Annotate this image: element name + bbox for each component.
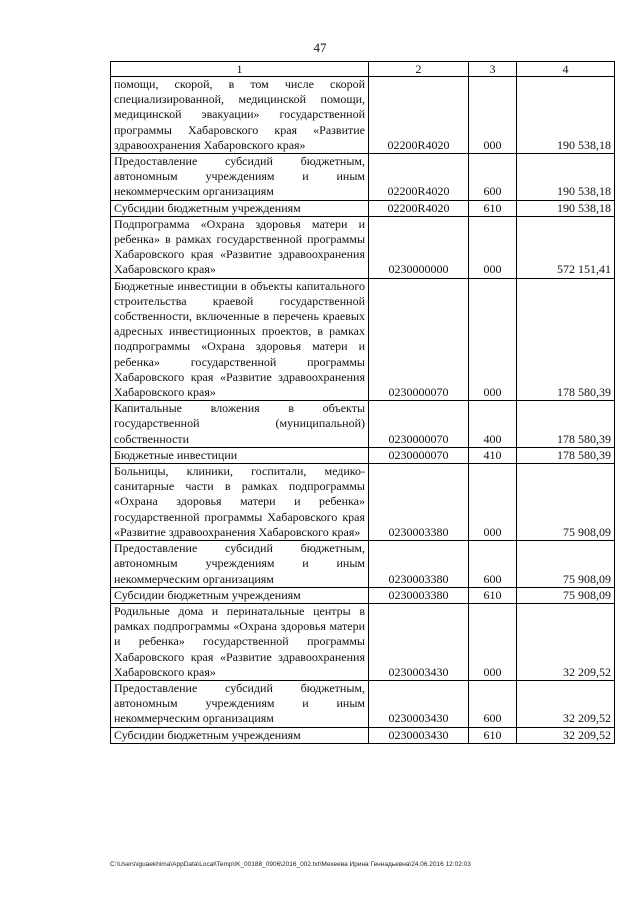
row-code-cell: 02200R4020 (369, 200, 469, 216)
row-name-cell: Капитальные вложения в объекты государственной (муниципальной) собственности (111, 401, 369, 448)
row-amount-cell: 190 538,18 (517, 200, 615, 216)
page-number: 47 (313, 40, 327, 55)
column-header-name: 1 (111, 62, 369, 77)
row-amount-cell: 75 908,09 (517, 541, 615, 588)
row-amount-cell: 32 209,52 (517, 680, 615, 727)
row-code-cell: 0230000000 (369, 216, 469, 278)
row-kind-cell: 610 (469, 200, 517, 216)
row-amount-cell: 32 209,52 (517, 603, 615, 680)
table-row (111, 200, 615, 216)
row-code-cell: 0230003380 (369, 587, 469, 603)
row-amount-cell: 178 580,39 (517, 278, 615, 401)
table-row (111, 216, 615, 278)
row-code-cell: 0230003380 (369, 464, 469, 541)
row-kind-cell: 000 (469, 464, 517, 541)
row-amount-cell: 572 151,41 (517, 216, 615, 278)
table-row (111, 401, 615, 448)
row-kind-cell: 000 (469, 603, 517, 680)
row-name-cell: Субсидии бюджетным учреждениям (111, 587, 369, 603)
row-amount-cell: 190 538,18 (517, 154, 615, 201)
row-kind-cell: 600 (469, 541, 517, 588)
file-path-footer: C:\Users\iguaekhima\AppData\Local\Temp\IK_00188_0906\2016_002.txt\Мехеева Ирина Геннадьевна\24.06.2016 12:02:03 (110, 861, 471, 868)
row-name-cell: Предоставление субсидий бюджетным, автономным учреждениям и иным некоммерческим организациям (111, 154, 369, 201)
row-amount-cell: 178 580,39 (517, 401, 615, 448)
row-amount-cell: 178 580,39 (517, 447, 615, 463)
row-kind-cell: 610 (469, 587, 517, 603)
row-code-cell: 0230000070 (369, 401, 469, 448)
row-code-cell: 0230000070 (369, 447, 469, 463)
table-row (111, 154, 615, 201)
table-row (111, 447, 615, 463)
row-name-cell: помощи, скорой, в том числе скорой специализированной, медицинской помощи, медицинской эвакуации» государственной программы Хабаровского края «Развитие здравоохранения Хабаровского края» (111, 77, 369, 154)
table-row (111, 727, 615, 743)
row-name-cell: Субсидии бюджетным учреждениям (111, 727, 369, 743)
column-header-kind: 3 (469, 62, 517, 77)
row-code-cell: 0230003430 (369, 727, 469, 743)
table-row (111, 464, 615, 541)
row-name-cell: Бюджетные инвестиции (111, 447, 369, 463)
row-name-cell: Предоставление субсидий бюджетным, автономным учреждениям и иным некоммерческим организациям (111, 680, 369, 727)
budget-table (110, 61, 615, 744)
row-code-cell: 02200R4020 (369, 77, 469, 154)
row-kind-cell: 000 (469, 278, 517, 401)
row-kind-cell: 000 (469, 77, 517, 154)
table-row (111, 541, 615, 588)
row-amount-cell: 75 908,09 (517, 464, 615, 541)
row-code-cell: 0230003430 (369, 680, 469, 727)
row-amount-cell: 75 908,09 (517, 587, 615, 603)
table-row (111, 603, 615, 680)
table-row (111, 680, 615, 727)
row-name-cell: Больницы, клиники, госпитали, медико-санитарные части в рамках подпрограммы «Охрана здоровья матери и ребенка» государственной программы Хабаровского края «Развитие здравоохранения Хабаровского края» (111, 464, 369, 541)
table-row (111, 587, 615, 603)
header-row (111, 62, 615, 77)
row-name-cell: Бюджетные инвестиции в объекты капитального строительства краевой государственной собственности, включенные в перечень краевых адресных инвестиционных проектов, в рамках подпрограммы «Охрана здоровья матери и ребенка» государственной программы Хабаровского края «Развитие здравоохранения Хабаровского края» (111, 278, 369, 401)
row-kind-cell: 600 (469, 680, 517, 727)
row-kind-cell: 410 (469, 447, 517, 463)
row-code-cell: 02200R4020 (369, 154, 469, 201)
table-row (111, 77, 615, 154)
column-header-code: 2 (369, 62, 469, 77)
row-code-cell: 0230000070 (369, 278, 469, 401)
row-name-cell: Родильные дома и перинатальные центры в рамках подпрограммы «Охрана здоровья матери и ребенка» государственной программы Хабаровского края «Развитие здравоохранения Хабаровского края» (111, 603, 369, 680)
column-header-amount: 4 (517, 62, 615, 77)
row-code-cell: 0230003430 (369, 603, 469, 680)
row-kind-cell: 400 (469, 401, 517, 448)
table-row (111, 278, 615, 401)
row-amount-cell: 190 538,18 (517, 77, 615, 154)
row-kind-cell: 000 (469, 216, 517, 278)
row-code-cell: 0230003380 (369, 541, 469, 588)
row-name-cell: Предоставление субсидий бюджетным, автономным учреждениям и иным некоммерческим организациям (111, 541, 369, 588)
row-name-cell: Субсидии бюджетным учреждениям (111, 200, 369, 216)
row-kind-cell: 600 (469, 154, 517, 201)
row-amount-cell: 32 209,52 (517, 727, 615, 743)
row-name-cell: Подпрограмма «Охрана здоровья матери и ребенка» в рамках государственной программы Хабаровского края «Развитие здравоохранения Хабаровского края» (111, 216, 369, 278)
row-kind-cell: 610 (469, 727, 517, 743)
